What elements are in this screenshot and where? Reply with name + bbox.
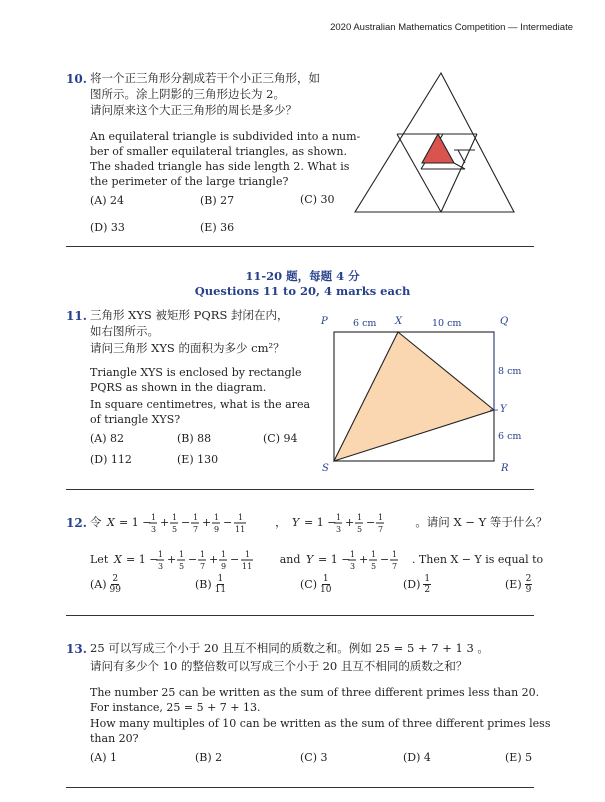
q12-en-statement: Let X = 1 − 1 3 + 1 5 − 1 7 + 1 9 − 1 11 and Y = 1 − 1 3 + 1 5 − 1 7 . Then X − Y is equal to — [90, 550, 544, 571]
q10-en-line4: the perimeter of the large triangle? — [90, 175, 289, 188]
svg-text:5: 5 — [178, 562, 184, 571]
svg-text:1: 1 — [220, 550, 226, 559]
svg-text:9: 9 — [220, 562, 226, 571]
q13-option-c[interactable]: (C) 3 — [300, 751, 328, 764]
fraction-denominator: 9 — [525, 585, 532, 595]
svg-text:7: 7 — [193, 525, 199, 534]
q10-option-b[interactable]: (B) 27 — [200, 194, 235, 207]
svg-text:= 1 −: = 1 − — [317, 553, 351, 566]
q11-label-q: Q — [500, 316, 509, 327]
svg-text:+: + — [166, 553, 176, 566]
q11-label-y: Y — [500, 404, 507, 415]
svg-text:−: − — [379, 553, 390, 566]
fraction-numerator: 1 — [424, 574, 431, 584]
section-title-en: Questions 11 to 20, 4 marks each — [194, 284, 411, 298]
svg-text:−: − — [181, 516, 191, 529]
q12-number: 12. — [66, 516, 87, 530]
svg-text:1: 1 — [336, 513, 342, 522]
q11-dim-xq: 10 cm — [432, 318, 462, 329]
svg-text:5: 5 — [357, 525, 363, 534]
svg-text:3: 3 — [336, 525, 342, 534]
q11-en-line1: Triangle XYS is enclosed by rectangle — [90, 366, 302, 379]
q12-x-expression — [105, 511, 275, 535]
fraction-numerator: 2 — [112, 574, 119, 584]
svg-text:11: 11 — [241, 562, 252, 571]
q12-option-a[interactable] — [90, 574, 121, 595]
q13-zh-line1: 25 可以写成三个小于 20 且互不相同的质数之和。例如 25 = 5 + 7 + 1 3 。 — [90, 641, 489, 655]
svg-text:11: 11 — [235, 525, 246, 534]
svg-text:3: 3 — [157, 562, 163, 571]
svg-text:1: 1 — [214, 513, 220, 522]
fraction-denominator: 11 — [214, 585, 227, 595]
q11-dim-qy: 8 cm — [498, 366, 522, 377]
q11-option-c[interactable]: (C) 94 — [263, 432, 298, 445]
divider — [66, 787, 534, 788]
q12-en-x-expression — [112, 548, 280, 572]
q12-option-fraction — [423, 574, 431, 595]
svg-text:1: 1 — [244, 550, 250, 559]
svg-text:+: + — [202, 516, 212, 529]
q11-label-p: P — [321, 316, 328, 327]
q12-option-label: (C) — [300, 578, 317, 591]
q12-en-y-expression — [304, 548, 412, 572]
q11-number: 11. — [66, 309, 87, 323]
q11-en-line2: PQRS as shown in the diagram. — [90, 381, 267, 394]
svg-text:+: + — [208, 553, 218, 566]
q13-option-a[interactable]: (A) 1 — [90, 751, 118, 764]
q12-option-label: (B) — [195, 578, 212, 591]
q10-option-d[interactable]: (D) 33 — [90, 221, 125, 234]
svg-text:= 1 −: = 1 − — [125, 553, 159, 566]
q11-dim-px: 6 cm — [353, 318, 377, 329]
q11-rectangle-diagram — [330, 330, 500, 465]
svg-text:3: 3 — [151, 525, 157, 534]
q11-zh-line2: 如右图所示。 — [90, 324, 159, 338]
svg-text:= 1 −: = 1 − — [304, 516, 337, 529]
q11-zh-line3: 请问三角形 XYS 的面积为多少 cm²？ — [90, 341, 285, 355]
svg-text:Y: Y — [292, 516, 300, 529]
q13-en-line1: The number 25 can be written as the sum of three different primes less than 20. — [90, 686, 540, 699]
q13-option-b[interactable]: (B) 2 — [195, 751, 223, 764]
q11-label-x: X — [395, 316, 403, 327]
svg-text:+: + — [345, 516, 355, 529]
divider — [66, 615, 534, 616]
svg-text:7: 7 — [391, 562, 398, 571]
q12-option-c[interactable] — [300, 574, 331, 595]
svg-text:3: 3 — [349, 562, 356, 571]
q12-option-label: (A) — [90, 578, 107, 591]
svg-text:1: 1 — [238, 513, 244, 522]
q13-en-line4: than 20? — [90, 732, 139, 745]
svg-text:5: 5 — [370, 562, 377, 571]
svg-text:−: − — [187, 553, 197, 566]
q12-y-expression — [290, 511, 415, 535]
q12-option-fraction — [215, 574, 226, 595]
fraction-denominator: 10 — [320, 585, 332, 595]
q10-option-c[interactable]: (C) 30 — [300, 193, 335, 206]
q12-option-label: (E) — [505, 578, 522, 591]
q10-number: 10. — [66, 72, 87, 86]
q10-zh-line3: 请问原来这个大正三角形的周长是多少？ — [90, 103, 297, 117]
section-title-zh: 11-20 题，每题 4 分 — [245, 269, 360, 283]
q10-en-line1: An equilateral triangle is subdivided into a num- — [90, 130, 361, 143]
svg-text:1: 1 — [370, 550, 377, 559]
q10-zh-line1: 将一个正三角形分割成若干个小正三角形，如 — [90, 71, 320, 85]
svg-text:1: 1 — [172, 513, 178, 522]
q12-option-fraction — [525, 574, 533, 595]
q10-en-line2: ber of smaller equilateral triangles, as shown. — [90, 145, 348, 158]
svg-text:= 1 −: = 1 − — [119, 516, 152, 529]
q11-zh-line1: 三角形 XYS 被矩形 PQRS 封闭在内， — [90, 308, 289, 322]
svg-text:1: 1 — [199, 550, 205, 559]
q12-option-fraction — [320, 574, 331, 595]
q10-option-e[interactable]: (E) 36 — [200, 221, 235, 234]
q11-option-d[interactable]: (D) 112 — [90, 453, 132, 466]
q13-en-line3: How many multiples of 10 can be written as the sum of three different primes less — [90, 717, 551, 730]
q11-label-r: R — [501, 463, 509, 474]
q11-dim-yr: 6 cm — [498, 431, 522, 442]
svg-text:1: 1 — [157, 550, 163, 559]
q13-zh-line2: 请问有多少个 10 的整倍数可以写成三个小于 20 且互不相同的质数之和？ — [90, 659, 468, 673]
q10-option-a[interactable]: (A) 24 — [90, 194, 125, 207]
fraction-denominator: 99 — [109, 585, 121, 595]
svg-text:7: 7 — [199, 562, 205, 571]
q11-en-line3: In square centimetres, what is the area — [90, 398, 311, 411]
q12-option-label: (D) — [403, 578, 421, 591]
svg-text:+: + — [160, 516, 170, 529]
q11-en-line4: of triangle XYS? — [90, 413, 181, 426]
svg-text:9: 9 — [214, 525, 220, 534]
divider — [66, 489, 534, 490]
q10-en-line3: The shaded triangle has side length 2. What is — [90, 160, 350, 173]
q11-label-s: S — [322, 463, 329, 474]
fraction-numerator: 1 — [217, 574, 224, 584]
page-header: 2020 Australian Mathematics Competition — Intermediate — [330, 22, 573, 33]
q11-option-e[interactable]: (E) 130 — [177, 453, 219, 466]
q10-triangle-diagram — [350, 70, 520, 215]
fraction-numerator: 2 — [525, 574, 532, 584]
fraction-numerator: 1 — [322, 574, 329, 584]
q13-en-line2: For instance, 25 = 5 + 7 + 13. — [90, 701, 261, 714]
svg-text:7: 7 — [378, 525, 384, 534]
fraction-denominator: 2 — [424, 585, 431, 595]
q12-option-e[interactable] — [505, 574, 532, 595]
svg-text:X: X — [113, 553, 122, 566]
q10-zh-line2: 图所示。涂上阴影的三角形边长为 2。 — [90, 87, 285, 101]
svg-text:−: − — [223, 516, 233, 529]
q13-option-d[interactable]: (D) 4 — [403, 751, 431, 764]
q11-option-b[interactable]: (B) 88 — [177, 432, 212, 445]
svg-text:1: 1 — [357, 513, 363, 522]
svg-text:1: 1 — [178, 550, 184, 559]
q12-option-b[interactable] — [195, 574, 226, 595]
svg-text:−: − — [366, 516, 376, 529]
svg-text:+: + — [358, 553, 369, 566]
svg-text:1: 1 — [193, 513, 199, 522]
q11-triangle-xys — [334, 332, 494, 461]
q13-number: 13. — [66, 642, 87, 656]
svg-text:1: 1 — [378, 513, 384, 522]
q10-shaded-triangle — [422, 134, 454, 163]
svg-text:1: 1 — [391, 550, 398, 559]
q13-option-e[interactable]: (E) 5 — [505, 751, 533, 764]
q12-zh-statement: 令 X = 1 − 1 3 + 1 5 − 1 7 + 1 9 − 1 11 ， Y = 1 − 1 3 + 1 5 − 1 7 。请问 X − Y 等于什么？ — [90, 513, 548, 534]
q11-option-a[interactable]: (A) 82 — [90, 432, 125, 445]
svg-text:X: X — [107, 516, 115, 529]
q12-option-d[interactable] — [403, 574, 431, 595]
svg-text:1: 1 — [349, 550, 356, 559]
svg-text:Y: Y — [305, 553, 314, 566]
q12-option-fraction — [110, 574, 121, 595]
svg-text:1: 1 — [151, 513, 157, 522]
divider — [66, 246, 534, 247]
svg-text:5: 5 — [172, 525, 178, 534]
svg-text:−: − — [229, 553, 239, 566]
